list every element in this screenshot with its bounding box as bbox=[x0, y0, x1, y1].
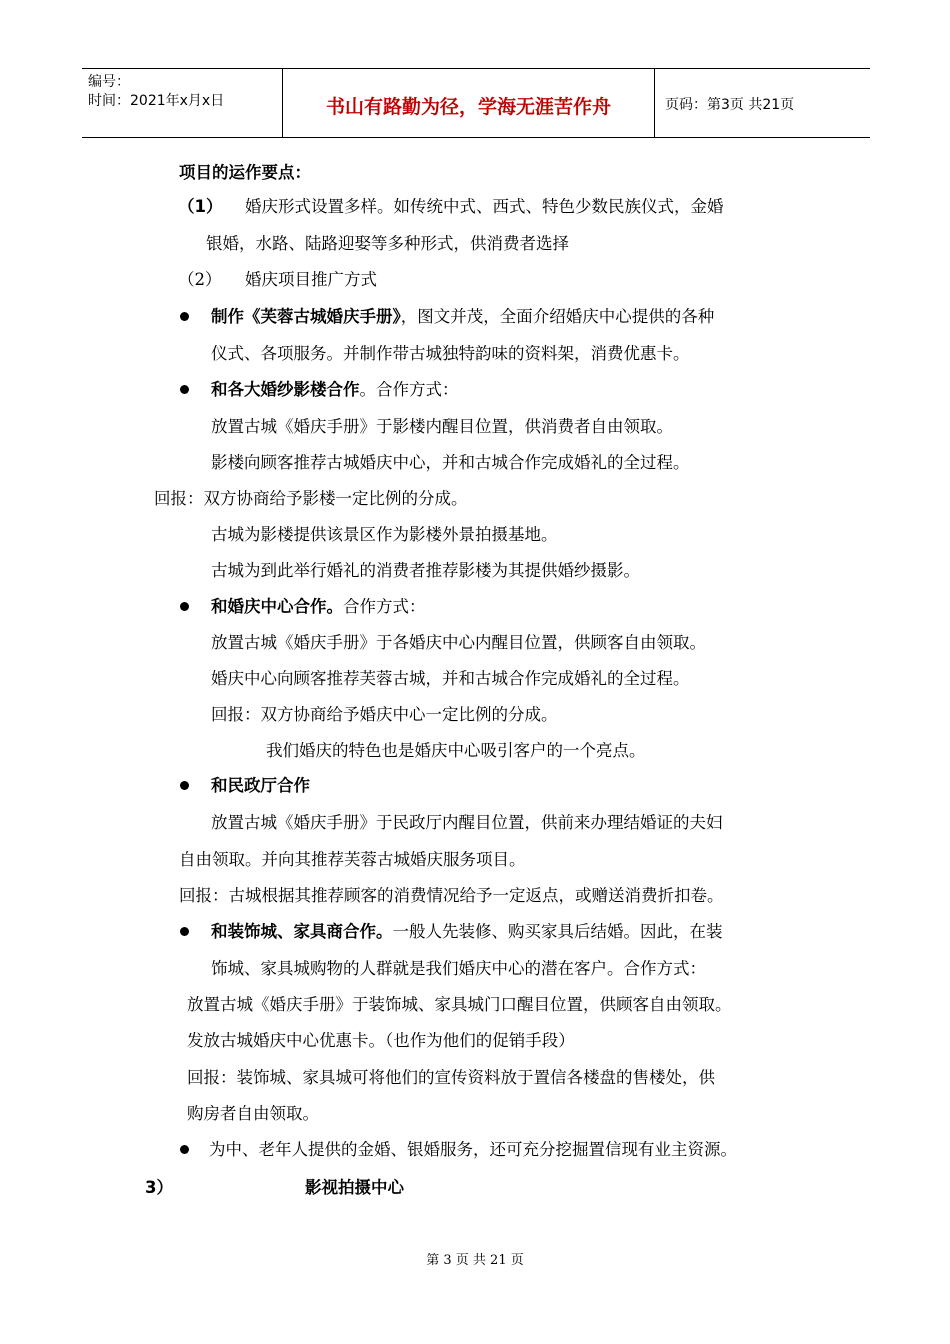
bullet3-line bbox=[211, 596, 426, 618]
bullet3-line3: 回报：双方协商给予婚庆中心一定比例的分成。 bbox=[211, 705, 558, 724]
bullet5-line4: 购房者自由领取。 bbox=[187, 1104, 319, 1123]
bullet-6 bbox=[180, 1145, 189, 1154]
bullet4-bold: 和民政厅合作 bbox=[211, 776, 310, 795]
bullet3-bold: 和婚庆中心合作。 bbox=[211, 597, 343, 616]
bullet4-line3: 回报：古城根据其推荐顾客的消费情况给予一定返点，或赠送消费折扣卷。 bbox=[179, 886, 724, 905]
bullet2-bold: 和各大婚纱影楼合作 bbox=[211, 380, 360, 399]
bullet3-line2: 婚庆中心向顾客推荐芙蓉古城，并和古城合作完成婚礼的全过程。 bbox=[211, 669, 690, 688]
bullet5-text: 一般人先装修、购买家具后结婚。因此，在装 bbox=[392, 922, 723, 941]
item1-number: （1） bbox=[178, 197, 223, 216]
bullet2-line4: 古城为影楼提供该景区作为影楼外景拍摄基地。 bbox=[211, 525, 558, 544]
bullet-4 bbox=[180, 781, 189, 790]
page-footer: 第 3 页 共 21 页 bbox=[426, 1253, 524, 1268]
bullet1-text: ，图文并茂，全面介绍婚庆中心提供的各种 bbox=[400, 307, 715, 326]
bullet2-line bbox=[211, 379, 459, 401]
number-label: 编号： bbox=[88, 74, 130, 90]
bullet3-line1: 放置古城《婚庆手册》于各婚庆中心内醒目位置，供顾客自由领取。 bbox=[211, 633, 706, 652]
bullet5-line1: 放置古城《婚庆手册》于装饰城、家具城门口醒目位置，供顾客自由领取。 bbox=[187, 995, 732, 1014]
bullet1-line bbox=[211, 306, 714, 328]
section3-number: 3） bbox=[145, 1178, 173, 1197]
section3-title: 影视拍摄中心 bbox=[305, 1178, 404, 1197]
bullet-2 bbox=[180, 385, 189, 394]
bullet2-line3: 回报：双方协商给予影楼一定比例的分成。 bbox=[154, 489, 468, 508]
bullet5-line bbox=[211, 921, 723, 943]
bullet4-line1: 放置古城《婚庆手册》于民政厅内醒目位置，供前来办理结婚证的夫妇 bbox=[211, 813, 723, 832]
bullet2-line1: 放置古城《婚庆手册》于影楼内醒目位置，供消费者自由领取。 bbox=[211, 417, 673, 436]
bullet-1 bbox=[180, 312, 189, 321]
bullet4-line2: 自由领取。并向其推荐芙蓉古城婚庆服务项目。 bbox=[179, 850, 526, 869]
bullet2-line5: 古城为到此举行婚礼的消费者推荐影楼为其提供婚纱摄影。 bbox=[211, 561, 640, 580]
date-label: 时间：2021年x月x日 bbox=[88, 93, 225, 109]
bullet1-continuation: 仪式、各项服务。并制作带古城独特韵味的资料架，消费优惠卡。 bbox=[211, 344, 690, 363]
bullet3-line4: 我们婚庆的特色也是婚庆中心吸引客户的一个亮点。 bbox=[266, 741, 646, 760]
item1-text: 婚庆形式设置多样。如传统中式、西式、特色少数民族仪式，金婚 bbox=[245, 197, 724, 216]
bullet5-bold: 和装饰城、家具商合作。 bbox=[211, 922, 393, 941]
bullet-3 bbox=[180, 602, 189, 611]
header-left-cell bbox=[82, 69, 283, 137]
bullet-5 bbox=[180, 927, 189, 936]
bullet3-text: 合作方式： bbox=[343, 597, 426, 616]
bullet5-line2: 发放古城婚庆中心优惠卡。（也作为他们的促销手段） bbox=[187, 1031, 575, 1050]
item1-continuation: 银婚，水路、陆路迎娶等多种形式，供消费者选择 bbox=[206, 234, 569, 253]
page-info: 页码：第3页 共21页 bbox=[665, 97, 795, 113]
item2-text: 婚庆项目推广方式 bbox=[245, 270, 377, 289]
bullet2-line2: 影楼向顾客推荐古城婚庆中心，并和古城合作完成婚礼的全过程。 bbox=[211, 453, 690, 472]
bullet6-text: 为中、老年人提供的金婚、银婚服务，还可充分挖掘置信现有业主资源。 bbox=[209, 1140, 737, 1159]
motto: 书山有路勤为径，学海无涯苦作舟 bbox=[283, 69, 655, 137]
bullet2-text: 。合作方式： bbox=[359, 380, 459, 399]
item2-number: （2） bbox=[178, 270, 222, 289]
page-header bbox=[82, 68, 870, 138]
bullet5-line3: 回报：装饰城、家具城可将他们的宣传资料放于置信各楼盘的售楼处，供 bbox=[187, 1068, 715, 1087]
bullet5-continuation: 饰城、家具城购物的人群就是我们婚庆中心的潜在客户。合作方式： bbox=[211, 959, 706, 978]
bullet1-bold: 制作《芙蓉古城婚庆手册》 bbox=[211, 307, 401, 326]
section-title: 项目的运作要点： bbox=[179, 163, 311, 182]
